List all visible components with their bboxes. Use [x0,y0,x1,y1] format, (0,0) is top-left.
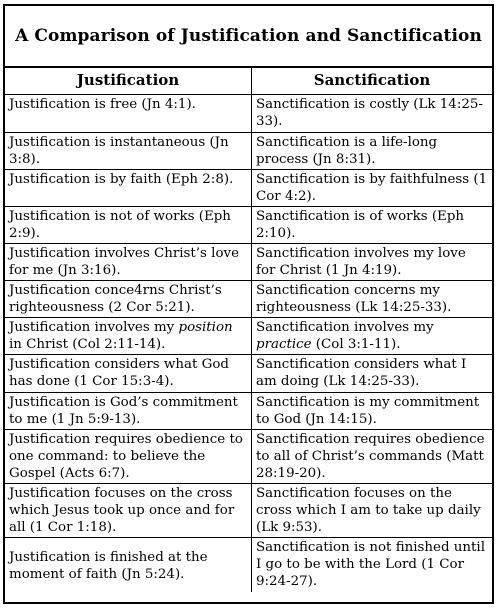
table-row [5,484,492,538]
table-row [5,170,492,207]
justification-cell: Justification conce4rns Christ’s righteousness (2 Cor 5:21). [5,281,252,317]
justification-cell: Justification considers what God has done (1 Cor 15:3-4). [5,355,252,392]
table-row [5,318,492,355]
table-row [5,538,492,592]
sanctification-cell: Sanctification concerns my righteousness (Lk 14:25-33). [256,283,452,315]
emphasis-text: position [178,320,233,335]
table-row [5,281,492,318]
table-row [5,244,492,281]
sanctification-cell: Sanctification is my commitment to God (Jn 14:15). [256,395,480,427]
emphasis-text: practice [256,337,312,352]
table-row [5,207,492,244]
table-grid [5,66,492,602]
header-row [5,66,492,95]
sanctification-cell: Sanctification is a life-long process (Jn 8:31). [256,135,438,167]
justification-cell: Justification requires obedience to one command: to believe the Gospel (Acts 6:7). [5,430,252,483]
justification-cell: Justification is not of works (Eph 2:9). [5,207,252,243]
sanctification-cell: Sanctification involves my love for Christ (1 Jn 4:19). [256,246,466,278]
cell-text: Justification is finished at the moment of faith (Jn 5:24). [9,549,208,582]
table-row [5,355,492,393]
header-justification: Justification [5,66,252,94]
sanctification-cell: Sanctification is of works (Eph 2:10). [256,209,465,241]
table-row [5,133,492,170]
title-box [5,6,492,68]
cell-text: (Col 3:1-11). [311,337,401,352]
table-row [5,95,492,133]
justification-cell: Justification involves Christ’s love for me (Jn 3:16). [5,244,252,280]
sanctification-cell: Sanctification is by faithfulness (1 Cor 4:2). [256,172,488,204]
sanctification-cell: Sanctification considers what I am doing (Lk 14:25-33). [256,357,467,389]
header-sanctification: Sanctification [313,71,431,89]
justification-cell: Justification focuses on the cross which Jesus took up once and for all (1 Cor 1:18). [5,484,252,537]
justification-cell: Justification is God’s commitment to me (1 Jn 5:9-13). [5,393,252,429]
sanctification-cell [252,318,492,354]
sanctification-cell: Sanctification focuses on the cross which I am to take up daily (Lk 9:53). [256,486,481,535]
sanctification-cell: Sanctification requires obedience to all of Christ’s commands (Matt 28:19-20). [256,432,485,481]
table-title: A Comparison of Justification and Sanctification [15,26,482,46]
justification-cell: Justification is by faith (Eph 2:8). [5,170,252,206]
table-row [5,393,492,430]
cell-text: Justification involves my [9,320,179,335]
justification-cell: Justification is free (Jn 4:1). [5,95,252,132]
cell-text: Sanctification involves my [256,320,434,335]
sanctification-cell: Sanctification is not finished until I go to be with the Lord (1 Cor 9:24-27). [256,540,485,589]
justification-cell [5,538,252,592]
table-row [5,430,492,484]
justification-cell: Justification is instantaneous (Jn 3:8). [5,133,252,169]
cell-text: in Christ (Col 2:11-14). [9,337,166,352]
comparison-table [3,4,494,604]
justification-cell [5,318,252,354]
sanctification-cell: Sanctification is costly (Lk 14:25-33). [256,97,483,129]
